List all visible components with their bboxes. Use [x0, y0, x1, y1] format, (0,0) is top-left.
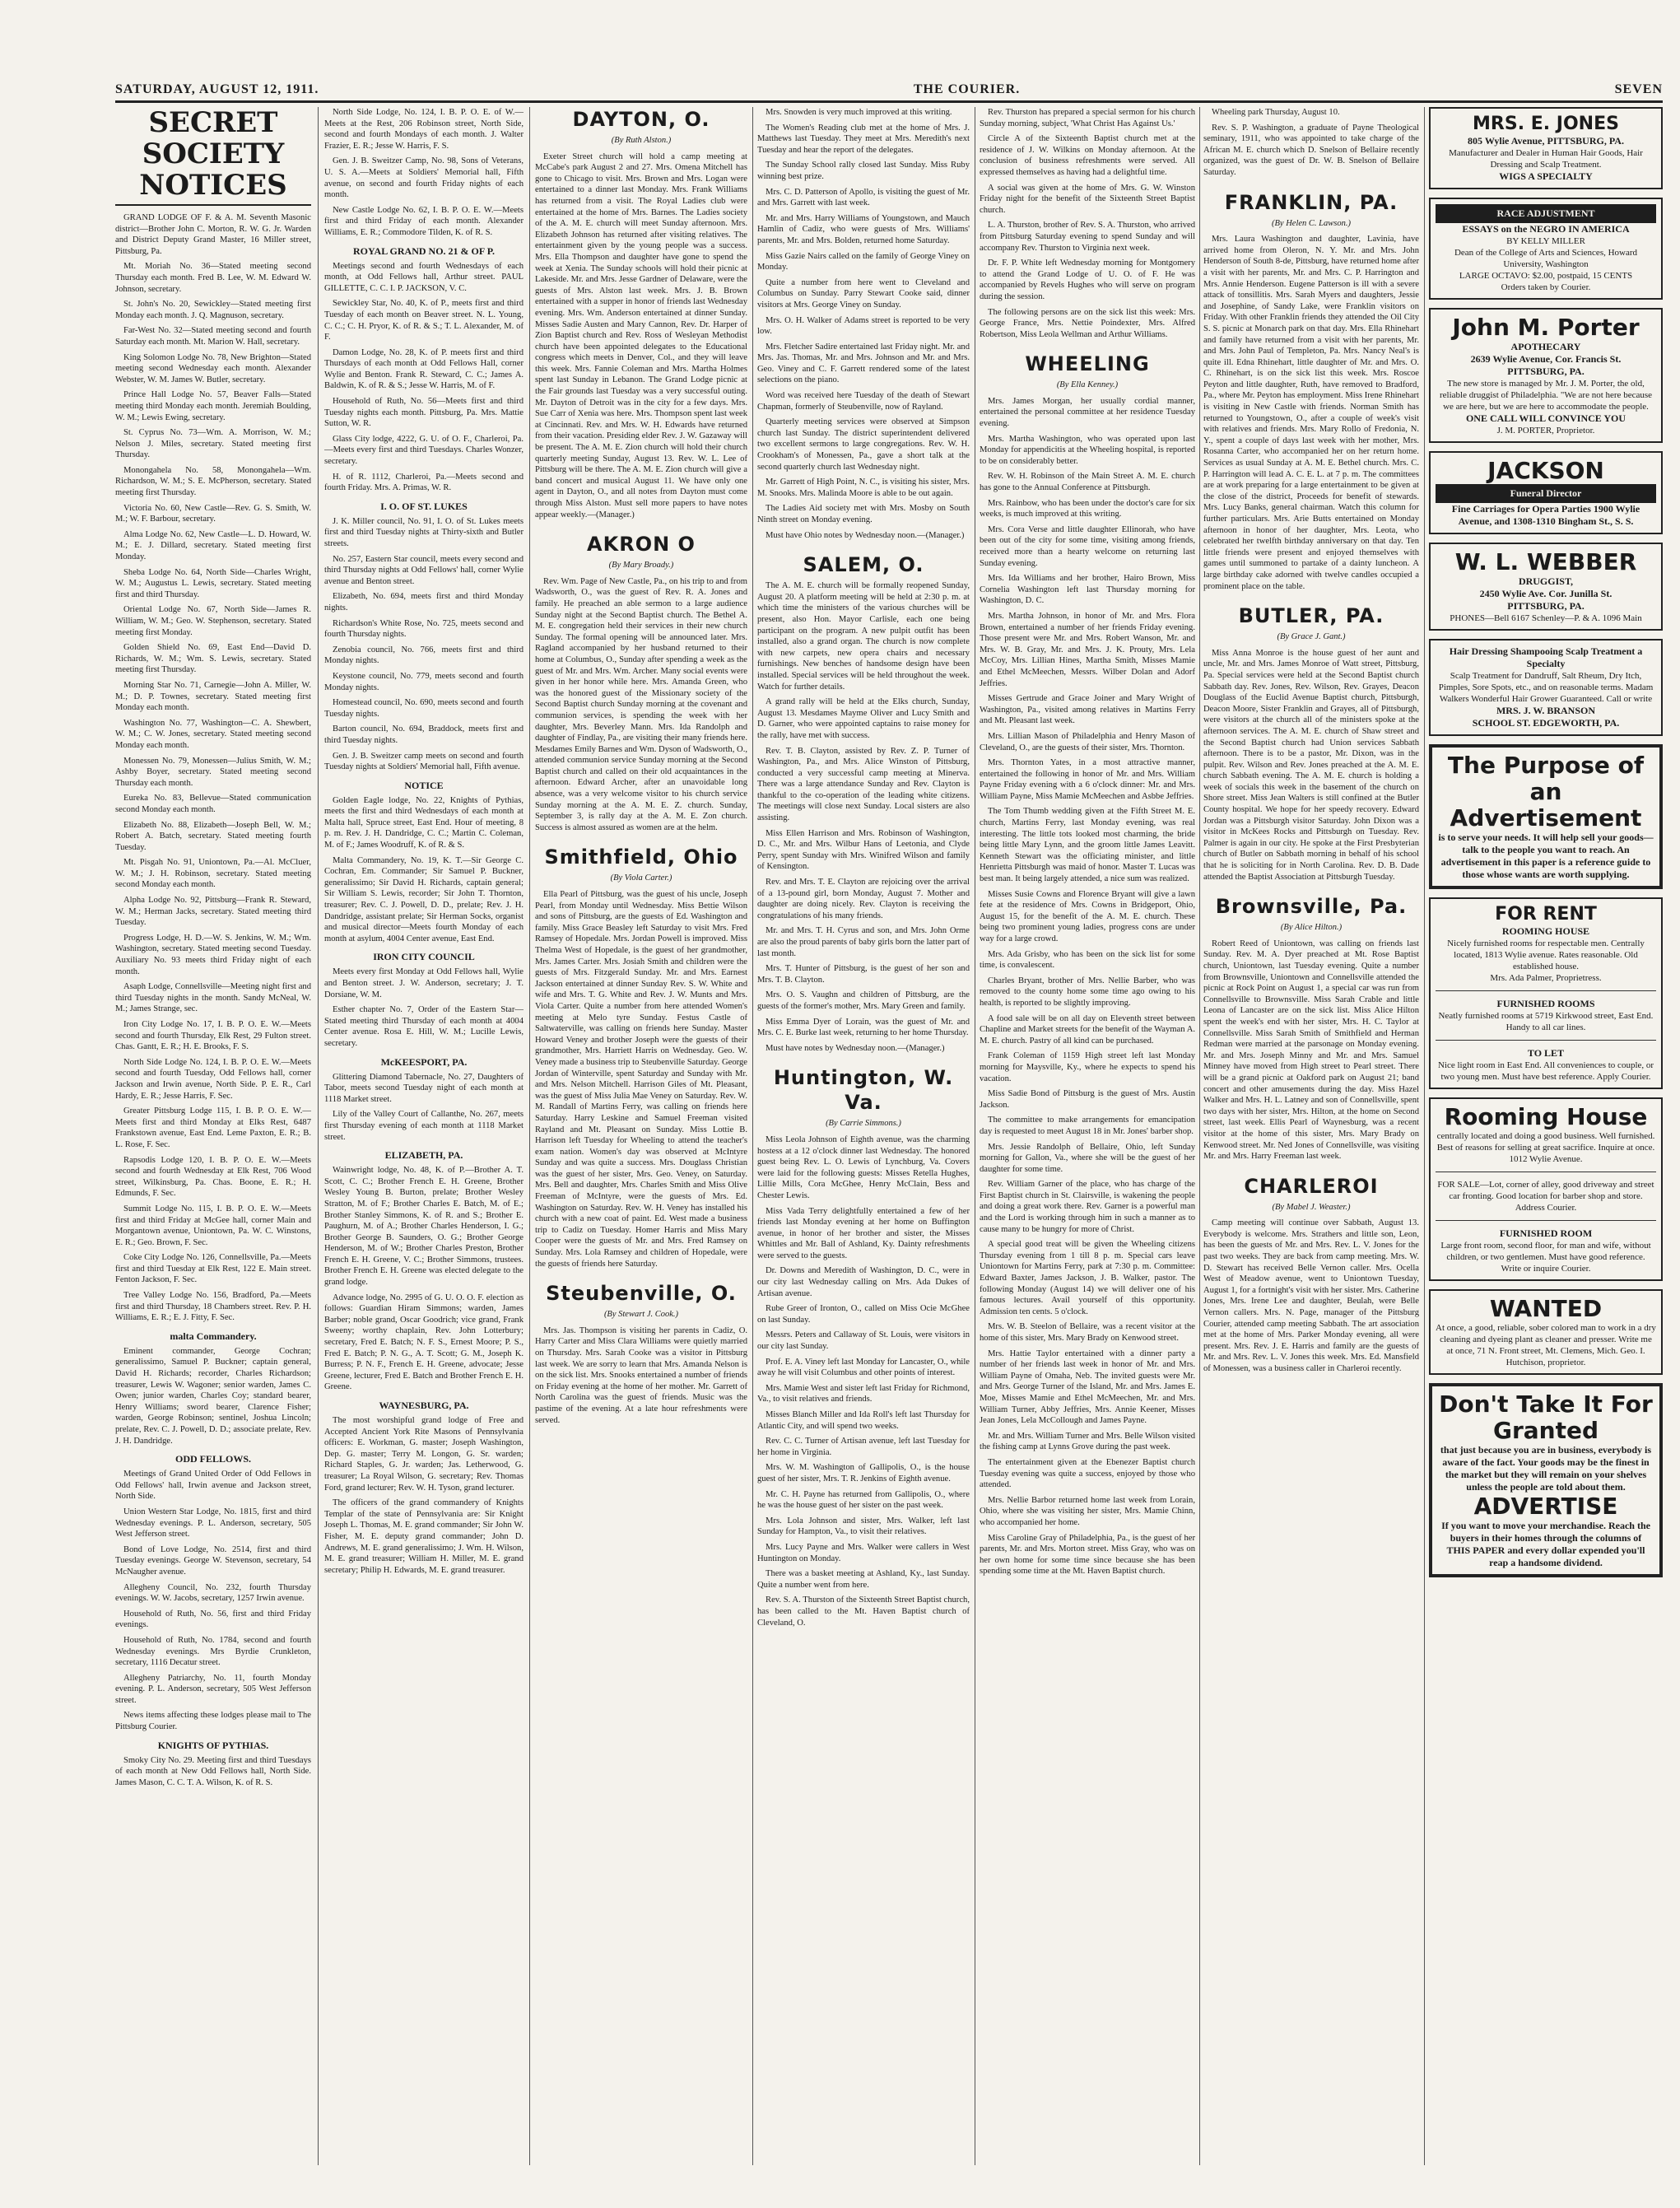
byline: (By Ella Kenney.) — [1056, 380, 1119, 390]
news-paragraph: Mrs. James Morgan, her usually cordial manner, entertained the personal committee at her residence Tuesday evening. — [980, 396, 1195, 429]
notice-item: Progress Lodge, H. D.—W. S. Jenkins, W. M.; Wm. Washington, secretary. Stated meeting second Tuesday. Auxiliary No. 93 meets third Friday night of each month. — [115, 933, 311, 976]
column-lodge-notices — [324, 107, 524, 2165]
news-paragraph: Mrs. O. S. Vaughn and children of Pittsburg, are the guests of the former's mother, Mrs. Mary Green and family. — [757, 990, 970, 1011]
news-paragraph: Dr. F. P. White left Wednesday morning for Montgomery to attend the Grand Lodge of U. O. of F. He was accompanied by Revels Hughes who will serve on program during the session. — [980, 259, 1195, 301]
news-paragraph: Mr. Garrett of High Point, N. C., is visiting his sister, Mrs. M. Snooks. Mrs. Malinda Moore is able to be out again. — [757, 477, 970, 498]
news-paragraph: Misses Susie Cowns and Florence Bryant will give a lawn fete at the residence of Mrs. Cowns in Bridgeport, Ohio, August 15, for the benefit of the A. M. E. church. These being two prominent young ladies, progress cons are under way for a large crowd. — [980, 889, 1195, 943]
news-paragraph: Mr. and Mrs. T. H. Cyrus and son, and Mrs. John Orme are also the proud parents of baby girls born the latter part of last month. — [757, 926, 970, 958]
ad-dont-take-it-for-granted — [1429, 1383, 1663, 1577]
masthead — [115, 79, 1663, 103]
byline: (By Alice Hilton.) — [1280, 923, 1343, 933]
ad-text: is to serve your needs. It will help sell your goods—talk to the people you want to reach. An advertisement in this paper is a reference guide to those whose wants are worth supplying. — [1438, 831, 1654, 880]
news-paragraph: Mrs. W. B. Steelon of Bellaire, was a recent visitor at the home of this sister, Mrs. Mary Brady on Kenwood street. — [980, 1322, 1195, 1343]
news-paragraph: Mrs. W. M. Washington of Gallipolis, O., is the house guest of her sister, Mrs. T. R. Jenkins of Eighth avenue. — [757, 1463, 970, 1484]
subheading: WAYNESBURG, PA. — [379, 1400, 469, 1411]
column-rule — [1424, 107, 1425, 2165]
ad-text: Dean of the College of Arts and Sciences, Howard University, Washington — [1454, 248, 1638, 269]
notice-item: Homestead council, No. 690, meets second and fourth Tuesday nights. — [324, 698, 524, 719]
ad-text: If you want to move your merchandise. Reach the buyers in their homes through the columns of THIS PAPER and every dollar expended you'll reap a handsome dividend. — [1441, 1520, 1650, 1568]
ad-title: John M. Porter — [1452, 314, 1640, 341]
news-paragraph: Dr. Downs and Meredith of Washington, D. C., were in our city last Wednesday calling on Mrs. Ada Dukes of Artisan avenue. — [757, 1266, 970, 1298]
ad-title: Rooming House — [1444, 1103, 1648, 1130]
ad-mrs-jones — [1429, 107, 1663, 189]
notice-item: Far-West No. 32—Stated meeting second and fourth Saturday each month. Mt. Marion W. Hall, secretary. — [115, 326, 311, 347]
news-paragraph: Mrs. Mamie West and sister left last Friday for Richmond, Va., to visit relatives and friends. — [757, 1383, 970, 1404]
issue-date: SATURDAY, AUGUST 12, 1911. — [115, 82, 319, 96]
subheading: KNIGHTS OF PYTHIAS. — [157, 1739, 269, 1751]
news-paragraph: Mrs. Laura Washington and daughter, Lavinia, have arrived home from Oleron, N. Y. Mr. and Mrs. John Henderson of South 8-de, Pittsburg, have returned home after a visit with her parents, Mr. and Mrs. C. P. Harrington and Mrs. Annie Henderson. Eugene Patterson is ill with a severe attack of tonsillitis. Mrs. Sarah Myers and daughters, Jessie and Josephine, of Sandy Lake, were Franklin visitors on Friday. With other Franklin friends they attended the Oil City S. S. picnic at Monarch park on that day. Mrs. Ella Rhinehart and family have returned from a visit with her parents, Mr. and Mrs. John Paul of Templeton, Pa. Mrs. Nancy Neal's is quite ill. Edna Rhinehart, little daughter of Mr. and Mrs. O. C. Rhinehart, is on the sick list this week. Mrs. Roscoe Peyton and little daughter, Ruth, have removed to Bradford, Pa., where Mr. Peyton has employment. Miss Irene Rhinehart is visiting in New Castle with friends. Norman Smith has returned to Youngstown, O., after a couple of week's visit with relatives and friends. Mrs. Mary Rollo of Fredonia, N. Y., spent a couple of days last week with her mother, Mrs. Rosanna Carter, who accompanied her on her return home. Services as usual Sunday at A. M. E. Bethel church. Mrs. C. P. Harrington will lead A. C. E. L. at 7 p. m. The committees are at work preparing for a large entertainment to be given at the close of the district, Proceeds for benefit of stewards. Mrs. Lucy Banks, general chairman. Watch this column for further particulars. Mrs. Arie Butts entertained on Monday afternoon in honor of her daughter, Mrs. Leota, who celebrated her twelfth birthday anniversary on that day. Ten little friends were present and enjoyed themselves with games until summoned to partake of a dainty luncheon. A large birthday cake adorned with twelve candles occupied a prominent place on the table. — [1203, 235, 1419, 591]
ad-text: Orders taken by Courier. — [1501, 282, 1591, 292]
notice-item: Lily of the Valley Court of Callanthe, No. 267, meets first Thursday evening of each month at 1118 Market street. — [324, 1110, 524, 1142]
ad-text: Neatly furnished rooms at 5719 Kirkwood street, East End. Handy to all car lines. — [1438, 1011, 1654, 1032]
news-paragraph: The Tom Thumb wedding given at the Fifth Street M. E. church, Martins Ferry, last Monday evening, was real interesting. The little tots looked most charming, the bride being little Mary Lynn, and the groom little James Leavitt. Kenneth Stewart was the officiating minister, and little Henrietta Pittsburgh was maid of honor. Master T. Lucas was best man. It being largely attended, a nice sum was realized. — [980, 807, 1195, 884]
news-paragraph: Messrs. Peters and Callaway of St. Louis, were visitors in our city last Sunday. — [757, 1330, 970, 1352]
ad-text: Nicely furnished rooms for respectable men. Centrally located, 1813 Wylie avenue. Rates reasonable. Old established house. — [1447, 939, 1645, 971]
ad-title: MRS. E. JONES — [1473, 114, 1619, 134]
news-paragraph: The Ladies Aid society met with Mrs. Mosby on South Ninth street on Monday evening. — [757, 504, 970, 524]
notice-item: Zenobia council, No. 766, meets first and third Monday nights. — [324, 645, 524, 666]
notice-item: Sheba Lodge No. 64, North Side—Charles Wright, W. M.; Augustus L. Lewis, secretary. Stated meeting first and third Thursday. — [115, 567, 311, 599]
notice-item: The officers of the grand commandery of Knights Templar of the state of Pennsylvania are: Sir Knight Joseph L. Thomas, M. E. grand commander; Sir John W. Fisher, M. E. deputy grand commander; John D. Andrews, M. E. grand generalissimo; J. Wm. H. Wilson, M. E. grand treasurer; William H. Miller, M. E. grand secretary; Philip H. Edwards, M. E. grand treasurer. — [324, 1498, 524, 1575]
news-paragraph: Rev. William Garner of the place, who has charge of the First Baptist church in St. Clairsville, is wakening the people and doing a great work there. Rev. Garner is a powerful man and the Lord is working through him in such a manner as to cause many to be hungry for more of Christ. — [980, 1180, 1195, 1234]
ad-address: 2639 Wylie Avenue, Cor. Francis St. — [1470, 353, 1622, 365]
byline: (By Carrie Simmons.) — [826, 1119, 901, 1129]
notice-item: Eureka No. 83, Bellevue—Stated communication second Monday each month. — [115, 794, 311, 814]
news-paragraph: A food sale will be on all day on Eleventh street between Chapline and Market streets for the benefit of the Wayman A. M. E. church. Pastry of all kind can be purchased. — [980, 1013, 1195, 1046]
ad-text: J. M. PORTER, Proprietor. — [1496, 426, 1595, 436]
notice-item: Advance lodge, No. 2995 of G. U. O. O. F. election as follows: Guardian Hiram Simmons; warden, James Barber; noble grand, Oscar Goodrich; vice grand, Frank Sweeny; worthy chaplain, Rev. John Lotterbury; secretary, Fred E. Batch; N. F. S., Ernest Moore; P. S., Fred E. Batch; P. N. G., A. T. Scott; G. M., Joseph K. Burress; P. N. F., French E. H. Greene, advocate; Jesse Greene, lecturer, Fred E. Batch and Brother French E. H. Greene. — [324, 1293, 524, 1392]
subheading: ODD FELLOWS. — [175, 1453, 251, 1465]
notice-item: Glittering Diamond Tabernacle, No. 27, Daughters of Tabor, meets second Tuesday night of each month at 1118 Market street. — [324, 1072, 524, 1104]
news-paragraph: Mrs. Martha Washington, who was operated upon last Monday for appendicitis at the Wheeling hospital, is reported to be on considerably better. — [980, 434, 1195, 466]
section-heading-dayton: DAYTON, O. — [572, 108, 710, 131]
notice-item: Meetings of Grand United Order of Odd Fellows in Odd Fellows' hall, Irwin avenue and Jackson street, North Side. — [115, 1470, 311, 1502]
notice-item: Monessen No. 79, Monessen—Julius Smith, W. M.; Ashby Boyer, secretary. Stated meeting second Thursday each month. — [115, 756, 311, 788]
ad-title: ADVERTISE — [1473, 1493, 1618, 1520]
notice-item: Gen. J. B. Sweitzer camp meets on second and fourth Tuesday nights at Soldiers' Memorial hall, Fifth avenue. — [324, 751, 524, 772]
news-paragraph: The Sunday School rally closed last Sunday. Miss Ruby winning best prize. — [757, 161, 970, 181]
news-paragraph: Miss Ellen Harrison and Mrs. Robinson of Washington, D. C., Mr. and Mrs. Wilbur Hans of Leetonia, and Clyde Perry, spent Sunday with Mrs. Winifred Wilson and family of Kensington. — [757, 828, 970, 872]
notice-item: St. Cyprus No. 73—Wm. A. Morrison, W. M.; Nelson J. Miles, secretary. Stated meeting first Thursday. — [115, 428, 311, 460]
notice-item: Smoky City No. 29. Meeting first and third Tuesdays of each month at New Odd Fellows hall, North Side. James Mason, C. C. T. A. Wilson, K. of R. S. — [115, 1755, 311, 1787]
news-paragraph: A special good treat will be given the Wheeling citizens Thursday evening from 1 till 8 p. m. Special cars leave Uniontown for Martins Ferry, park at 7:30 p. m. Committee: Edward Baxter, James Jackson, J. B. Walker, pastor. The following Monday (August 14) we will deliver one of his famous lectures. Avail yourself of this opportunity. Admission ten cents. 5 o'clock. — [980, 1240, 1195, 1316]
notice-item: Meetings second and fourth Wednesdays of each month, at Odd Fellows hall, Arthur street. PAUL GILLETTE, C. C. I. P. JACKSON, V. C. — [324, 261, 524, 293]
news-paragraph: Mrs. Thornton Yates, in a most attractive manner, entertained the following in honor of Mr. and Mrs. William Payne Friday evening with a 6 o'clock dinner: Mr. and Mrs. William Payne, Miss Mamie McMeechen and Asbbe Jeffries. — [980, 758, 1195, 801]
ad-text: centrally located and doing a good business. Well furnished. Best of reasons for selling at great sacrifice. Inquire at once. 1012 Wylie Avenue. — [1436, 1131, 1655, 1164]
news-paragraph: Miss Leola Johnson of Eighth avenue, was the charming hostess at a 12 o'clock dinner last Wednesday. The honored guest being Rev. L. O. Lewis of Lynchburg, Va. Covers were laid for the following guests: Misses Retella Hughes, Lillie Mills, Cora McGhee, Henry McClain, Bess and Chester Lewis. — [757, 1134, 970, 1200]
column-advertisements — [1429, 107, 1663, 2165]
notice-item: Household of Ruth, No. 56, first and third Friday evenings. — [115, 1609, 311, 1630]
byline: (By Grace J. Gant.) — [1277, 632, 1346, 642]
news-paragraph: Mrs. Ida Williams and her brother, Hairo Brown, Miss Cornelia Washington left last Thursday morning for Washington, D. C. — [980, 574, 1195, 606]
ad-text: FOR SALE—Lot, corner of alley, good driveway and street car fronting. Good location for barber shop and store. Address Courier. — [1437, 1180, 1654, 1213]
subheading: NOTICE — [404, 779, 444, 791]
notice-item: Prince Hall Lodge No. 57, Beaver Falls—Stated meeting third Monday each month. Jeremiah Boulding, W. M.; Lewis Ewing, secretary. — [115, 390, 311, 422]
notice-item: News items affecting these lodges please mail to The Pittsburg Courier. — [115, 1711, 311, 1732]
column-dayton-akron — [535, 107, 747, 2165]
news-paragraph: A social was given at the home of Mrs. G. W. Winston Friday night for the benefit of the Sixteenth Street Baptist church. — [980, 183, 1195, 215]
section-heading-wheeling: WHEELING — [1025, 352, 1150, 376]
news-paragraph: Mrs. T. Hunter of Pittsburg, is the guest of her son and Mrs. T. B. Clayton. — [757, 964, 970, 985]
ad-text: ONE CALL WILL CONVINCE YOU — [1465, 412, 1626, 424]
news-paragraph: Miss Gazie Nairs called on the family of George Viney on Monday. — [757, 251, 970, 273]
news-paragraph: Wheeling park Thursday, August 10. — [1212, 108, 1340, 117]
ad-title: W. L. WEBBER — [1454, 548, 1637, 575]
notice-item: Elizabeth No. 88, Elizabeth—Joseph Bell, W. M.; Robert A. Batch, secretary. Stated meeting fourth Tuesday. — [115, 820, 311, 852]
news-paragraph: The Women's Reading club met at the home of Mrs. J. Matthews last Tuesday. They meet at Mrs. Meredith's next Tuesday and hear the report of the delegates. — [757, 123, 970, 155]
ad-text: The new store is managed by Mr. J. M. Porter, the old, reliable druggist of Philadelphia. "We are not here because we are here, but we are here to accommodate the people. — [1439, 379, 1653, 412]
news-paragraph: Prof. E. A. Viney left last Monday for Lancaster, O., while away he will visit Columbus and other points of interest. — [757, 1357, 970, 1378]
notice-item: Richardson's White Rose, No. 725, meets second and fourth Thursday nights. — [324, 618, 524, 640]
notice-item: Glass City lodge, 4222, G. U. of O. F., Charleroi, Pa.—Meets every first and third Tuesdays. Charles Wonzer, secretary. — [324, 434, 524, 467]
ad-subtitle: APOTHECARY — [1510, 341, 1581, 352]
ad-title: Hair Dressing Shampooing Scalp Treatment a Specialty — [1449, 645, 1643, 669]
column-secret-society — [115, 107, 311, 2165]
notice-item: Golden Shield No. 69, East End—David D. Richards, W. M.; Wm. S. Lewis, secretary. Stated meeting first Thursday. — [115, 643, 311, 675]
news-paragraph: The A. M. E. church will be formally reopened Sunday, August 20. A platform meeting will be held at 2:30 p. m. at which time the ministers of the various churches will be present, also Hon. Mayor Carlisle, each one being participant on the program. A new pulpit outfit has been installed, also a grand organ. The church is now complete with new carpets, new opera chairs and necessary furnishings. New benches of handsome design have been installed. Special services will be held throughout the week. Watch for further details. — [757, 581, 970, 692]
notice-item: Oriental Lodge No. 67, North Side—James R. William, W. M.; Geo. W. Stephenson, secretary. Stated meeting first Monday. — [115, 605, 311, 637]
ad-subtitle: ROOMING HOUSE — [1501, 925, 1590, 937]
notice-item: Elizabeth, No. 694, meets first and third Monday nights. — [324, 592, 524, 613]
ad-title: Don't Take It For Granted — [1439, 1390, 1653, 1444]
news-paragraph: Miss Sadie Bond of Pittsburg is the guest of Mrs. Austin Jackson. — [980, 1089, 1195, 1110]
news-paragraph: Must have notes by Wednesday noon.—(Manager.) — [766, 1043, 945, 1053]
news-paragraph: Miss Anna Monroe is the house guest of her aunt and uncle, Mr. and Mrs. James Monroe of Watt street, Pittsburg, Pa. Special services were held at the Second Baptist church Sabbath day. Rev. Jones, Rev. Wilson, Rev. Grayes, Deacon Douglass of the Euclid Avenue Baptist church, Pittsburgh, Deacon Moore, Sister Franklin and Grayes, all of Pittsburgh, were visitors at the church all of the ministers spoke at the afternoon services. The A. M. E. church of Shaw street and the Second Baptist church had Union services Sabbath afternoon. There is to be a pastor, Mr. Dixon, was in the pulpit. Rev. Wilson and Rev. Jones preached at the A. M. E. church Sabbath evening. The A. M. E. church is holding a week of socials this week in the basement of the church on Shore street. Miss Jean Walters is still confined at the Butler County hospital. We hope for her speedy recovery. Edward Jordan was a Pittsburgh visitor Saturday. John Dixon was a visitor in McKees Rocks and Pittsburgh on Tuesday. Rev. Palmer is again in our city. He spoke at the First Presbyterian church of Butler on Sabbath morning in behalf of his school that he is soliciting for in North Carolina. Rev. D. B. Dade attended the Baptist Association at Pittsburgh Tuesday. — [1203, 648, 1419, 882]
section-heading-butler: BUTLER, PA. — [1238, 604, 1384, 628]
paper-name: THE COURIER. — [913, 82, 1021, 96]
news-paragraph: Mrs. C. D. Patterson of Apollo, is visiting the guest of Mr. and Mrs. Garrett with last week. — [757, 187, 970, 208]
news-paragraph: Misses Gertrude and Grace Joiner and Mary Wright of Washington, Pa., visited among relatives in Martins Ferry and Mt. Pleasant last week. — [980, 694, 1195, 726]
notice-item: Allegheny Council, No. 232, fourth Thursday evenings. W. W. Jacobs, secretary, 1257 Irwin avenue. — [115, 1582, 311, 1604]
ad-title: RACE ADJUSTMENT — [1436, 204, 1656, 223]
notice-item: Esther chapter No. 7, Order of the Eastern Star—Stated meeting third Thursday of each month at 4004 Center avenue. Rosa E. Hill, W. M.; Lucille Lewis, secretary. — [324, 1005, 524, 1048]
news-paragraph: Mrs. Rainbow, who has been under the doctor's care for six weeks, is much improved at this writing. — [980, 498, 1195, 519]
ad-title: JACKSON — [1487, 457, 1604, 484]
notice-item: North Side Lodge No. 124, I. B. P. O. E. W.—Meets second and fourth Tuesday, Odd Fellows hall, corner Jackson and Irwin avenue, North Side. P. E. R., Carl Hardy, E. R.; Jesse Harris, F. Sec. — [115, 1057, 311, 1101]
section-title: SECRET SOCIETY NOTICES — [115, 107, 311, 206]
notice-item: Union Western Star Lodge, No. 1815, first and third Wednesday evenings. P. L. Anderson, secretary, 505 West Jefferson street. — [115, 1507, 311, 1540]
news-paragraph: Mrs. O. H. Walker of Adams street is reported to be very low. — [757, 315, 970, 337]
notice-item: Greater Pittsburg Lodge 115, I. B. P. O. E. W.—Meets first and third Monday at Elks Rest, 6487 Frankstown avenue, East End. Leme Paxton, E. R.; B. L. Rose, F. Sec. — [115, 1106, 311, 1149]
page-number: SEVEN — [1614, 82, 1663, 96]
notice-item: Mt. Moriah No. 36—Stated meeting second Thursday each month. Fred B. Lee, W. M. Edward W. Johnson, secretary. — [115, 262, 311, 294]
ad-text: Fine Carriages for Opera Parties 1900 Wylie Avenue, and 1308-1310 Bingham St., S. S. — [1451, 503, 1640, 527]
news-paragraph: Quite a number from here went to Cleveland and Columbus on Sunday. Parry Stewart Cooke said, dinner visitors at Mrs. George Viney on Sunday. — [757, 277, 970, 310]
news-paragraph: Miss Caroline Gray of Philadelphia, Pa., is the guest of her parents, Mr. and Mrs. Morton street. Miss Gray, who was on her own home for some time since because she has been spending some time at the Mt. Haven Baptist church. — [980, 1533, 1195, 1577]
news-paragraph: The committee to make arrangements for emancipation day is requested to meet August 18 in Mr. Jones' barber shop. — [980, 1116, 1195, 1136]
news-paragraph: Mrs. Lucy Payne and Mrs. Walker were callers in West Huntington on Monday. — [757, 1542, 970, 1563]
notice-item: Mt. Pisgah No. 91, Uniontown, Pa.—Al. McCluer, W. M.; J. H. Robinson, secretary. Stated meeting second Monday each month. — [115, 858, 311, 890]
notice-item: Meets every first Monday at Odd Fellows hall, Wylie and Benton street. J. W. Anderson, secretary; J. T. Dorsiane, W. M. — [324, 967, 524, 999]
column-franklin-butler — [1203, 107, 1419, 2165]
notice-item: Malta Commandery, No. 19, K. T.—Sir George C. Cochran, Em. Commander; Sir Samuel P. Buckner, generalissimo; Sir David H. Richards, captain general; Sir William S. Lewis, recorder; Sir John T. Thornton, treasurer; Rev. C. J. Powell, D. D., prelate; Rev. J. H. Dandridge, assistant prelate; Sir Herman Socks, organist and musical director—Meets fourth Monday of each month at asylum, 4004 Center avenue, East End. — [324, 855, 524, 943]
notice-item: Keystone council, No. 779, meets second and fourth Monday nights. — [324, 671, 524, 692]
ad-text: Nice light room in East End. All conveniences to couple, or two young men. Must have best reference. Apply Courier. — [1437, 1060, 1654, 1082]
news-paragraph: A grand rally will be held at the Elks church, Sunday, August 13. Mesdames Mayme Oliver and Lucy Smith and D. Garner, who were appointed captains to raise money for the rally, have met with success. — [757, 697, 970, 740]
news-paragraph: Rev. S. P. Washington, a graduate of Payne Theological seminary, 1911, who was appointed to take charge of the African M. E. church which D. Snelson of Bellaire recently organized, was the guest of Dr. W. B. Snelson of Bellaire Saturday. — [1203, 123, 1419, 177]
notice-list — [115, 212, 311, 1324]
notice-item: St. John's No. 20, Sewickley—Stated meeting first Monday each month. J. Q. Magnuson, secretary. — [115, 300, 311, 320]
section-heading-steubenville: Steubenville, O. — [546, 1282, 737, 1306]
news-paragraph: Mrs. Fletcher Sadire entertained last Friday night. Mr. and Mrs. Jas. Thomas, Mr. and Mrs. Johnson and Mr. and Mrs. Geo. Viney and C. F. Garrett rendered some of the latest selections on the piano. — [757, 342, 970, 385]
news-paragraph: Frank Coleman of 1159 High street left last Monday morning for Maysville, Ky., where he expects to spend his vacation. — [980, 1051, 1195, 1083]
column-rule — [318, 107, 319, 2165]
byline: (By Stewart J. Cook.) — [603, 1310, 679, 1320]
news-paragraph: Mrs. Snowden is very much improved at this writing. — [766, 108, 952, 117]
ad-subtitle: ESSAYS on the NEGRO IN AMERICA — [1462, 223, 1630, 235]
news-paragraph: Charles Bryant, brother of Mrs. Nellie Barber, who was removed to the county home some time ago owing to his health, is reported to be slightly improving. — [980, 976, 1195, 1008]
ad-text: At once, a good, reliable, sober colored man to work in a dry cleaning and dyeing plant as cleaner and presser. Write me at once, 71 N. Front street, Mt. Clemens, Mich. Geo. I. Hutchison, proprietor. — [1436, 1323, 1656, 1367]
notice-item: J. K. Miller council, No. 91, I. O. of St. Lukes meets first and third Tuesday nights at Thirty-sixth and Butler streets. — [324, 516, 524, 548]
subheading: malta Commandery. — [170, 1330, 257, 1342]
notice-item: Summit Lodge No. 115, I. B. P. O. E. W.—Meets first and third Friday at McGee hall, corner Main and Morgantown avenue, Uniontown, Pa. W. C. Winstons, E. R.; Geo. Brown, F. Sec. — [115, 1204, 311, 1247]
notice-item: Wainwright lodge, No. 48, K. of P.—Brother A. T. Scott, C. C.; Brother French E. H. Greene, Brother Wesley Young B. Burton, prelate; Brother Wesley Stratton, M. of F.; Brother Charles E. Batch, M. of E.; Brother Stanley Simmons, K. of R. and S.; Brother E. Paughurn, M. of A.; Brother Charles Henderson, I. G.; Brother George B. Saunders, O. G.; Brother George Henderson, M. of W.; Brother Charles Preston, Brother French E. H. Greene, V. C.; Brother Simmons, trustees. Brother French E. H. Greene was elected delegate to the grand lodge. — [324, 1166, 524, 1288]
column-rule — [529, 107, 530, 2165]
news-paragraph: Misses Blanch Miller and Ida Roll's left last Thursday for Atlantic City, and will spend two weeks. — [757, 1410, 970, 1431]
byline: (By Helen C. Lawson.) — [1272, 218, 1351, 228]
notice-item: No. 257, Eastern Star council, meets every second and third Thursday nights at Odd Fellows' hall, corner Wylie avenue and Benton street. — [324, 554, 524, 586]
section-heading-salem: SALEM, O. — [803, 553, 924, 577]
notice-item: Rapsodis Lodge 120, I. B. P. O. E. W.—Meets second and fourth Wednesday at Elk Rest, 706 Wood street, Wilkinsburg, Pa. Chas. Boone, E. R.; H. Edmunds, F. Sec. — [115, 1155, 311, 1199]
ad-text: that just because you are in business, everybody is aware of the fact. Your goods may be the finest in the market but they will remain on your shelves unless the people are told about them. — [1440, 1444, 1652, 1493]
ad-for-rent — [1429, 897, 1663, 1089]
section-heading-franklin: FRANKLIN, PA. — [1224, 190, 1398, 214]
ad-branson — [1429, 639, 1663, 736]
news-paragraph: Quarterly meeting services were observed at Simpson church last Sunday. The district superintendent delivered two excellent sermons to large congregations. Rev. W. H. Crookham's of Monessen, Pa., gave a short talk at the second quarterly church last Wednesday night. — [757, 417, 970, 472]
notice-item: Household of Ruth, No. 56—Meets first and third Tuesday nights each month. Pittsburg, Pa. Mrs. Mattie Sutton, W. R. — [324, 397, 524, 429]
news-paragraph: Rev. Wm. Page of New Castle, Pa., on his trip to and from Wadsworth, O., was the guest of Rev. R. A. Jones and family. He preached an able sermon to a large audience Sunday night at the Second Baptist church. The Bethel A. M. E. congregation held their services in their new church Sunday. The formal opening will be announced later. Mrs. Ragland accompanied by her husband returned to their home at Columbus, O., Sunday after spending a week as the guest of Mr. and Mrs. Wm. Archer. Many social events were given in her honor while here. Mrs. Amanda Green, who was the honored guest of the Missionary society of the Second Baptist church Sunday morning at the covenant and communion services, is spending the week with her daughter, Mrs. Beverley Mann. Mrs. Ida Randolph and daughter of Findlay, Pa., are visiting their many friends here. Mesdames Emily Barnes and Wm. Dyson of Wadsworth, O., attended communion service Sunday morning at the Second Baptist church and called on their old acquaintances in the afternoon. Edward Archer, after an unavoidable long absence, was a very welcome visitor to his church service Sunday morning at the A. M. E. Z. church. Sunday, September 3, is rally day at the A. M. E. Zon church. Success is almost assured as women are at the helm. — [535, 576, 747, 832]
ad-subtitle: TO LET — [1527, 1047, 1565, 1059]
notice-item: Gen. J. B. Sweitzer Camp, No. 98, Sons of Veterans, U. S. A.—Meets at Soldiers' Memorial hall, Fifth avenue, on second and fourth Friday nights of each month. — [324, 156, 524, 200]
ad-text: MRS. J. W. BRANSON — [1496, 705, 1596, 716]
news-paragraph: Mrs. Jas. Thompson is visiting her parents in Cadiz, O. Harry Carter and Miss Clara Williams were quietly married on Thursday. Mrs. Sarah Cooke was a visitor in Pittsburg last week. We are sorry to learn that Mrs. Amanda Nelson is on the sick list. Mrs. Snooks entertained a number of friends on Friday evening at the home of her mother. Mr. Garrett of North Carolina was the guest of friends. Music was the pastime of the evening. At a late hour refreshments were served. — [535, 1325, 747, 1425]
section-heading-charleroi: CHARLEROI — [1244, 1174, 1379, 1198]
ad-address: PITTSBURG, PA. — [1507, 600, 1585, 612]
byline: (By Viola Carter.) — [610, 873, 672, 883]
news-paragraph: Rev. S. A. Thurston of the Sixteenth Street Baptist church, has been called to the Mt. Haven Baptist church of Cleveland, O. — [757, 1595, 970, 1628]
notice-item: Asaph Lodge, Connellsville—Meeting night first and third Tuesday nights in the month. Sandy McNeal, W. M.; James Strange, sec. — [115, 982, 311, 1014]
notice-item: Morning Star No. 71, Carnegie—John A. Miller, W. M.; D. P. Townes, secretary. Stated meeting first Monday each month. — [115, 680, 311, 713]
ad-text: PHONES—Bell 6167 Schenley—P. & A. 1096 Main — [1450, 613, 1642, 623]
news-paragraph: Mrs. Lola Johnson and sister, Mrs. Walker, left last Sunday for Hampton, Va., to visit their relatives. — [757, 1516, 970, 1537]
ad-text: Scalp Treatment for Dandruff, Salt Rheum, Dry Itch, Pimples, Sore Spots, etc., and on reasonable terms. Madam Walkers Wonderful Hair Grower Guaranteed. Call or write — [1438, 671, 1654, 704]
byline: (By Mabel J. Weaster.) — [1272, 1202, 1351, 1212]
news-paragraph: The entertainment given at the Ebenezer Baptist church Tuesday evening was quite a success, enjoyed by those who attended. — [980, 1457, 1195, 1490]
subheading: ROYAL GRAND NO. 21 & OF P. — [352, 245, 495, 257]
notice-item: Iron City Lodge No. 17, I. B. P. O. E. W.—Meets second and fourth Thursday, Elk Rest, 29 Fulton street. Chas. Gantt, E. R.; H. E. Brooks, F. S. — [115, 1020, 311, 1052]
notice-item: New Castle Lodge No. 62, I. B. P. O. E. W.—Meets first and third Friday of each month. Alexander Williams, E. R.; Commodore Tilden, K. of R. S. — [324, 205, 524, 237]
ad-jackson — [1429, 451, 1663, 534]
subheading: McKEESPORT, PA. — [380, 1055, 468, 1068]
news-paragraph: Rube Greer of Ironton, O., called on Miss Ocie McGhee on last Sunday. — [757, 1304, 970, 1325]
ad-subtitle: DRUGGIST, — [1518, 575, 1574, 587]
section-heading-huntington: Huntington, W. Va. — [773, 1066, 954, 1115]
column-wheeling — [980, 107, 1195, 2165]
ad-address: SCHOOL ST. EDGEWORTH, PA. — [1472, 717, 1620, 729]
notice-item: Allegheny Patriarchy, No. 11, fourth Monday evening. P. L. Anderson, secretary, 505 West Jefferson street. — [115, 1673, 311, 1705]
notice-item: Bond of Love Lodge, No. 2514, first and third Tuesday evenings. George W. Stevenson, secretary, 54 McNaugher avenue. — [115, 1544, 311, 1577]
ad-text: BY KELLY MILLER — [1506, 236, 1585, 246]
subheading: IRON CITY COUNCIL — [373, 951, 475, 963]
news-paragraph: Mrs. Lillian Mason of Philadelphia and Henry Mason of Cleveland, O., are the guests of their sister, Mrs. Thornton. — [980, 731, 1195, 752]
notice-item: Alpha Lodge No. 92, Pittsburg—Frank R. Steward, W. M.; Herman Jacks, secretary. Stated meeting third Tuesday. — [115, 896, 311, 928]
news-paragraph: Mrs. Martha Johnson, in honor of Mr. and Mrs. Flora Brown, entertained a number of her friends Friday evening. Those present were Mr. and Mrs. Robert Wanson, Mr. and Mrs. W. B. Gray, Mr. and Mrs. J. K. Prouty, Mrs. Lela McCoy, Mrs. Lillian Hines, Martha Smith, Misses Mamie and Ethel McMeechen, Messrs. Wilber Dolan and Adorf Jeffries. — [980, 611, 1195, 688]
news-paragraph: Miss Vada Terry delightfully entertained a few of her friends last Monday evening at her home on Buffington avenue, in honor of her brother and sister, the Misses Whittles and Mr. Ball of Ashland, Ky. Dainty refreshments were served to the guests. — [757, 1206, 970, 1260]
notice-item: The most worshipful grand lodge of Free and Accepted Ancient York Rite Masons of Pennsylvania officers: E. Workman, G. master; Joseph Washington, Dep. G. master; Terry M. Longon, G. Sr. warden; Richard Staples, G. Jr. warden; Jas. Letherwood, G. treasurer; La Royal Wilson, G. secretary; Rev. Thomas Ford, grand lecturer; Rev. W. H. Tyson, grand lecturer. — [324, 1416, 524, 1493]
notice-item: Eminent commander, George Cochran; generalissimo, Samuel P. Buckner; captain general, David H. Richards; recorder, Charles Richardson; treasurer, Lewis W. Wagoner; senior warden, James C. Owen; junior warden, Charles Coy; standard bearer, Henry Williams; sword bearer, Clarence Fisher; warden, George Robinson; sentinel, Joshua Lincoln; prelate, Rev. C. J. Powell, D. D.; associate prelate, Rev. J. H. Dandridge. — [115, 1346, 311, 1446]
ad-title: WANTED — [1489, 1295, 1603, 1322]
subheading: ELIZABETH, PA. — [384, 1149, 463, 1162]
news-paragraph: Camp meeting will continue over Sabbath, August 13. Everybody is welcome. Mrs. Strathers and little son, Leon, has been the guests of Mr. and Mrs. Rev. L. V. Jones for the past two weeks. They are back from camp meeting. Mrs. W. D. Stewart has received Belle Vernon caller. Mrs. Ocella West of Meadow avenue, went to Uniontown Tuesday, August 1, for a fortnight's visit with her sister. Mrs. Catherine Jones, Mrs. Irene Lee and daughter, Beulah, were Belle Vernon callers. Mrs. N. Page, manager of the Pittsburg Courier, attended camp meeting Sabbath. The art association met at the home of Mrs. Parker Monday evening, all were present. Mrs. Rev. J. E. Harris and family are the guests of Mr. and Mrs. Rev. L. V. Jones this week. Mrs. Ed. Mansfield of Monessen, was a business caller in Charleroi recently. — [1203, 1218, 1419, 1373]
ad-webber — [1429, 543, 1663, 631]
news-paragraph: The following persons are on the sick list this week: Mrs. George France, Mrs. Nettie Poindexter, Mrs. Alfred Robertson, Miss Leola Wellman and Arthur Williams. — [980, 307, 1195, 339]
section-heading-akron: AKRON O — [587, 533, 696, 557]
ad-text: Mrs. Ada Palmer, Proprietress. — [1490, 973, 1602, 983]
section-heading-brownsville: Brownsville, Pa. — [1215, 895, 1408, 919]
news-paragraph: Exeter Street church will hold a camp meeting at McCabe's park August 2 and 27. Mrs. Omena Mitchell has gone to Chicago to visit. Mrs. Brown and Mrs. Logan were entertained to a dinner last Monday. Mrs. Frank Williams has returned from a visit. The Royal Ladies club were entertained at the home of Mrs. Barnes. The Ladies society of the A. M. E. church will meet Sunday afternoon. Mrs. Elizabeth Johnson has returned after visiting relatives. The entertainment given by the young people was a success. Mrs. Ella Thompson and daughter have gone to spend the week at Xenia. The Sunday schools will hold their picnic at Lakeside. Mr. and Mrs. Jesse Gardner of Delaware, were the guests of Mrs. Alston last week. Mrs. J. B. Brown entertained with a supper in honor of friends last Wednesday evening. Mrs. Wm. Anderson entertained at dinner Sunday. Misses Sadie Austen and Mary Cannon, Rev. Dr. Harper of Zion Baptist church and Rev. Ross of Wesleyan Methodist church have been appointed delegates to the Educational congress which meets in Denver, Col., and they will leave this week. Mrs. Fannie Coleman and Mrs. Martha Holmes spent last Sunday in Lebanon. The Grand Lodge picnic at the Fair grounds last Tuesday was a very successful outing. Mr. Dayton of Detroit was in the city for a few days. Mrs. Sue Carr of Xenia was here. Mrs. Thompson spent last week at Cincinnati. Rev. and Mrs. W. H. Edwards have returned from their vacation. Presiding elder Rev. J. W. Gazaway will be present. The A. M. E. Zion church will hold their church quarterly meeting Sunday, August 13. Rev. W. L. Lee of Pittsburg will be there. The A. M. E. Zion church will give a band concert and musical August 11. We have only one agent in Dayton, O., and all notes from Dayton must come through Miss Alston. Must sell more papers to have notes appear weekly.—(Manager.) — [535, 151, 747, 519]
ad-purpose — [1429, 744, 1663, 889]
news-paragraph: Mrs. Hattie Taylor entertained with a dinner party a number of her friends last week in honor of Mr. and Mrs. William Payne of Omaha, Neb. The invited guests were Mr. and Mrs. George Turner of the Island, Mr. and Mrs. James E. Moe, Misses Mamie and Ethel McMeechen, Mr. and Mrs. William Turner, Abby Jeffries, Mrs. Annie Keener, Misses Jean Jones, Lela McCollough and James Payne. — [980, 1349, 1195, 1426]
news-paragraph: There was a basket meeting at Ashland, Ky., last Sunday. Quite a number went from here. — [757, 1569, 970, 1590]
news-paragraph: Miss Emma Dyer of Lorain, was the guest of Mr. and Mrs. C. E. Burke last week, returning to her home Thursday. — [757, 1017, 970, 1038]
news-paragraph: Mrs. Jessie Randolph of Bellaire, Ohio, left Sunday morning for Gallon, Va., where she will be the guest of her daughter for some time. — [980, 1142, 1195, 1174]
ad-text: WIGS A SPECIALTY — [1499, 170, 1593, 182]
column-rule — [1199, 107, 1200, 2165]
notice-item: Damon Lodge, No. 28, K. of P. meets first and third Thursdays of each month at Odd Fellows Hall, corner Wylie and Benton. Frank R. Steward, C. C.; James A. Baldwin, K. of R. & S.; Jesse W. Harris, M. of F. — [324, 347, 524, 391]
ad-address: 805 Wylie Avenue, PITTSBURG, PA. — [1468, 135, 1624, 147]
column-salem-huntington — [757, 107, 970, 2165]
byline: (By Ruth Alston.) — [611, 136, 672, 145]
news-paragraph: Rev. and Mrs. T. E. Clayton are rejoicing over the arrival of a 13-pound girl, born Monday, August 7. Mother and daughter are doing nicely. Rev. Clayton is receiving the congratulations of his many friends. — [757, 878, 970, 920]
ad-text: Manufacturer and Dealer in Human Hair Goods, Hair Dressing and Scalp Treatment. — [1449, 148, 1643, 170]
notice-item: Coke City Lodge No. 126, Connellsville, Pa.—Meets first and third Tuesday at Elk Rest, 122 E. Main street. Fenton Jackson, F. Sec. — [115, 1253, 311, 1285]
news-paragraph: Mr. and Mrs. William Turner and Mrs. Belle Wilson visited the fishing camp at Lynns Grove during the past week. — [980, 1431, 1195, 1452]
news-paragraph: Rev. T. B. Clayton, assisted by Rev. Z. P. Turner of Washington, Pa., and Mrs. Alice Winston of Pittsburg, conducted a very successful camp meeting at Minerva. There was a large attendance Sunday and Rev. Clayton is thankful to the co-operation of the leading white citizens. The meetings will close next Sunday. Local sisters are also assisting. — [757, 746, 970, 823]
news-paragraph: Mr. C. H. Payne has returned from Gallipolis, O., where he was the house guest of her sister on the past week. — [757, 1489, 970, 1511]
ad-subtitle: FURNISHED ROOM — [1499, 1227, 1593, 1239]
news-paragraph: Mrs. Cora Verse and little daughter Ellinorah, who have been out of the city for some time, visiting among friends, received more than a hearty welcome on returning last Sunday evening. — [980, 524, 1195, 568]
news-paragraph: Mr. and Mrs. Harry Williams of Youngstown, and Mauch Hamlin of Cadiz, who were guests of Mrs. Williams' parents, Mr. and Mrs. Bolden, returned home Saturday. — [757, 213, 970, 245]
news-paragraph: Word was received here Tuesday of the death of Stewart Chapman, formerly of Steubenville, now of Rayland. — [757, 391, 970, 412]
ad-text: LARGE OCTAVO: $2.00, postpaid, 15 CENTS — [1459, 271, 1633, 281]
notice-item: GRAND LODGE OF F. & A. M. Seventh Masonic district—Brother John C. Morton, R. W. G. Jr. Warden and District Deputy Grand Master, 16 Miller street, Pittsburg, Pa. — [115, 213, 311, 256]
notice-item: Household of Ruth, No. 1784, second and fourth Wednesday evenings. Mrs Byrdie Crunkleton, secretary, 1116 Decatur street. — [115, 1635, 311, 1668]
ad-subtitle: Funeral Director — [1436, 484, 1656, 503]
notice-item: H. of R. 1112, Charleroi, Pa.—Meets second and fourth Friday. Mrs. A. Primas, W. R. — [324, 472, 524, 493]
ad-text: Large front room, second floor, for man and wife, without children, or two gentlemen. Must have good reference. Write or inquire Courier. — [1440, 1241, 1651, 1274]
news-paragraph: Ella Pearl of Pittsburg, was the guest of his uncle, Joseph Pearl, from Monday until Wednesday. Miss Bettie Wilson and sons of Pittsburg, are the guests of Ed. Washington and family. Miss Grace Beasley left Saturday to visit Mrs. Fred Ramsey of Hopedale. Mrs. Jordan Powell is improved. Miss Thelma West of Hopedale, is the guest of her grandmother, Mrs. James Carter. Mrs. Josiah Smith and children were the guests of Mrs. Fitzgerald Sunday. Mr. and Mrs. Earnest Jackson entertained at dinner Sunday Rev. S. W. White and wife and Mrs. T. G. White and Rev. J. W. Munts and Mrs. Viola Carter. Quite a number from here attended Women's meeting at Melo tyre Sunday. Festus Castle of Saltwaterville, was calling on friends here Sunday. Master Howard Veney and brother Joseph were the guests of their grandmother, Mrs. Harriett Harris on Wednesday. Geo. W. Veney made a business trip to Steubenville Saturday. George Jordan of Winterville, spent Saturday and Sunday with Mr. and Mrs. Nelson Mitchell. Harrison Giles of Mt. Pleasant, was the guest of Miss Julia Mae Veney on Saturday. Rev. W. M. Randall of Martins Ferry, was calling on friends here Saturday. Harry Leskine and Samuel Freeman visited Rayland and Mt. Pleasant on Sunday. Miss Lottie B. Harrison left Tuesday for Wheeling to attend the teacher's exam nation. Women's day was observed at McIntyre Sunday and was quite a success. Mrs. Douglass Christian was the guest of her sister, Mrs. Geo. Veney, on Saturday. Mrs. Bell and daughter, Mrs. Charles Smith and Miss Olive Freeman of McIntyre, were the guests of Mrs. Ed. Washington on Saturday. Rev. W. H. Veney has installed his church with a new coat of paint. Ed. West made a business trip to Cadiz on Tuesday. Homer Harris and Miss Mary Cooper were the guests of Mr. and Mrs. Fred Ramsey on Sunday. Mrs. Lola Ramsey and children of Hopedale, were the guests of friends here Saturday. — [535, 890, 747, 1269]
ad-title: The Purpose of an Advertisement — [1447, 752, 1645, 831]
notice-item: North Side Lodge, No. 124, I. B. P. O. E. of W.—Meets at the Rest, 206 Robinson street, North Side, second and fourth Mondays of each month. J. Walter Frazier, E. R.; Jesse W. Harris, F. S. — [324, 108, 524, 151]
news-paragraph: Rev. W. H. Robinson of the Main Street A. M. E. church has gone to the Annual Conference at Pittsburgh. — [980, 472, 1195, 493]
news-paragraph: Rev. Thurston has prepared a special sermon for his church Sunday morning, subject, 'What Christ Has Against Us.' — [980, 108, 1195, 128]
news-paragraph: Must have Ohio notes by Wednesday noon.—(Manager.) — [766, 530, 965, 540]
news-paragraph: Robert Reed of Uniontown, was calling on friends last Sunday. Rev. M. A. Dyer preached at Mt. Rose Baptist church, Uniontown, last Tuesday evening. Quite a number from Brownsville, Uniontown and Connellsville attended the picnic at Rock Point on August 1, a special car was run from Connellsville to Brownsville. Miss Sarah Crable and little Leona of Lancaster are on the sick list. Miss Alice Hilton spent the week's end with her sister, Mrs. H. C. Taylor at Connellsville. Miss Sarah Smith of Smithfield and Herman Redman were married at the parsonage on Monday evening. Mr. and Mrs. Joseph Minny and Mr. and Mrs. Samuel Minney have moved from High street to Pearl street. There will be a grand picnic at Oakford park on August 21; band concert and other amusements during the day. Miss Hazel Walker and Mrs. H. L. Latney and son of Connellsville, spent two days with her sister, Mrs. Hilton, at the home on Second street, last week. Ellis Pearl of Waynesburg, was a recent visitor at the home of this sister, Mrs. Mary Brady on Kenwood street. Mr. Ned Jones of Connellsville, was visiting Mr. and Mrs. Harry Freeman last week. — [1203, 939, 1419, 1162]
ad-title: FOR RENT — [1495, 904, 1597, 925]
notice-item: Sewickley Star, No. 40, K. of P., meets first and third Tuesday of each month on Beaver street. N. L. Young, C. C.; C. H. Pryor, K. of R. & S.; T. L. Alexander, M. of F. — [324, 299, 524, 342]
news-paragraph: Rev. C. C. Turner of Artisan avenue, left last Tuesday for her home in Virginia. — [757, 1437, 970, 1457]
news-paragraph: L. A. Thurston, brother of Rev. S. A. Thurston, who arrived from Pittsburg Saturday evening to spend Sunday and will accompany Rev. Thurston to Virginia next week. — [980, 221, 1195, 253]
notice-item: Golden Eagle lodge, No. 22, Knights of Pythias, meets the first and third Wednesdays of each month at Malta hall, Spruce street, East End. Hour of meeting, 8 p. m. Rev. J. H. Dandridge, C. C.; Martin C. Coleman, M. of F.; James Woodruff, K. of R. & S. — [324, 795, 524, 850]
byline: (By Mary Broady.) — [608, 561, 674, 571]
news-paragraph: Mrs. Nellie Barbor returned home last week from Lorain, Ohio, where she was visiting her sister, Mrs. Mamie Chinn, who accompanied her home. — [980, 1495, 1195, 1527]
notice-item: Monongahela No. 58, Monongahela—Wm. Richardson, W. M.; S. E. McPherson, secretary. Stated meeting first Thursday. — [115, 465, 311, 498]
column-rule — [752, 107, 753, 2165]
notice-item: Barton council, No. 694, Braddock, meets first and third Tuesday nights. — [324, 724, 524, 745]
ad-race-adjustment — [1429, 198, 1663, 300]
section-heading-smithfield: Smithfield, Ohio — [544, 845, 738, 869]
notice-item: Alma Lodge No. 62, New Castle—L. D. Howard, W. M.; E. J. Dillard, secretary. Stated meeting first Monday. — [115, 529, 311, 562]
ad-wanted — [1429, 1289, 1663, 1375]
notice-item: Tree Valley Lodge No. 156, Bradford, Pa.—Meets first and third Thursday, 18 Chambers street. Rev. P. H. Williams, E. R.; E. J. Fitty, F. Sec. — [115, 1291, 311, 1323]
ad-rooming-house — [1429, 1097, 1663, 1281]
notice-item: Washington No. 77, Washington—C. A. Shewbert, W. M.; C. W. Jones, secretary. Stated meeting second Monday each month. — [115, 718, 311, 750]
notice-item: King Solomon Lodge No. 78, New Brighton—Stated meeting second Wednesday each month. Alexander Webster, W. M. James W. Butler, secretary. — [115, 352, 311, 384]
news-paragraph: Mrs. Ada Grisby, who has been on the sick list for some time, is convalescent. — [980, 949, 1195, 971]
ad-porter — [1429, 308, 1663, 443]
ad-address: PITTSBURG, PA. — [1507, 366, 1585, 377]
notice-item: Victoria No. 60, New Castle—Rev. G. S. Smith, W. M.; W. F. Barbour, secretary. — [115, 503, 311, 524]
news-paragraph: Circle A of the Sixteenth Baptist church met at the residence of J. W. Wilkins on Monday afternoon. At the conclusion of business refreshments were served. All expressed themselves as having had a delightful time. — [980, 134, 1195, 177]
ad-address: 2450 Wylie Ave. Cor. Junilla St. — [1479, 588, 1613, 599]
subheading: I. O. OF ST. LUKES — [380, 500, 468, 512]
ad-subtitle: FURNISHED ROOMS — [1496, 998, 1595, 1009]
